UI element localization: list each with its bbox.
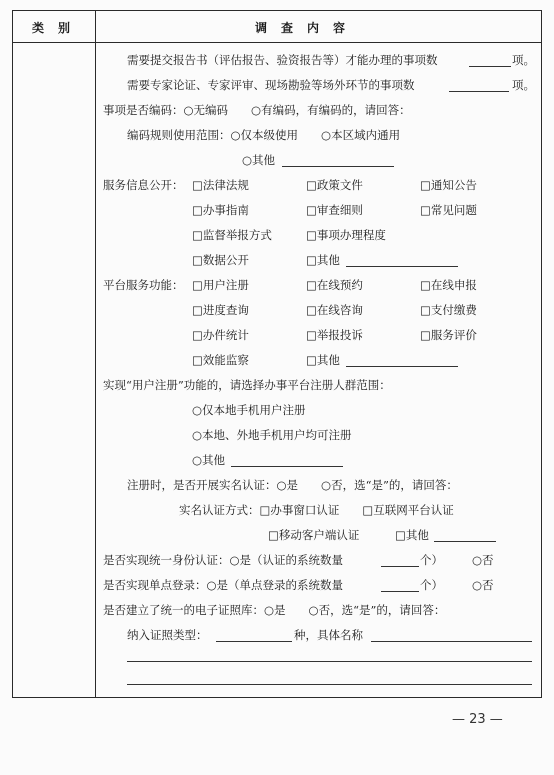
- svc-policy[interactable]: □政策文件: [306, 178, 363, 192]
- header-divider: [12, 42, 542, 43]
- realname-question: 注册时，是否开展实名认证：○是 ○否，选“是”的，请回答：: [127, 478, 458, 492]
- register-all[interactable]: ○本地、外地手机用户均可注册: [192, 428, 352, 442]
- realname-methods: 实名认证方式：□办事窗口认证 □互联网平台认证: [179, 503, 454, 517]
- header-category: 类 别: [32, 21, 72, 35]
- coding-scope: 编码规则使用范围：○仅本级使用 ○本区域内通用: [127, 128, 401, 142]
- register-local[interactable]: ○仅本地手机用户注册: [192, 403, 306, 417]
- svc-procedure[interactable]: □事项办理程度: [306, 228, 386, 242]
- register-other-blank[interactable]: [231, 466, 343, 467]
- plat-stats[interactable]: □办件统计: [192, 328, 249, 342]
- plat-other[interactable]: □其他: [306, 353, 340, 367]
- license-types-blank[interactable]: [216, 641, 292, 642]
- license-names-blank[interactable]: [371, 641, 532, 642]
- license-lib-question: 是否建立了统一的电子证照库：○是 ○否，选“是”的，请回答：: [103, 603, 446, 617]
- unified-id-question: 是否实现统一身份认证：○是（认证的系统数量: [103, 553, 344, 567]
- plat-complaint[interactable]: □举报投诉: [306, 328, 363, 342]
- plat-consult[interactable]: □在线咨询: [306, 303, 363, 317]
- realname-other-blank[interactable]: [434, 541, 496, 542]
- unified-id-count[interactable]: [381, 566, 419, 567]
- plat-other-blank[interactable]: [346, 366, 458, 367]
- coding-scope-other: ○其他: [242, 153, 276, 167]
- license-kind-label: 种，具体名称: [294, 628, 363, 642]
- svc-other-blank[interactable]: [346, 266, 458, 267]
- service-info-label: 服务信息公开：: [103, 178, 184, 192]
- plat-progress[interactable]: □进度查询: [192, 303, 249, 317]
- svc-faq[interactable]: □常见问题: [420, 203, 477, 217]
- svc-data[interactable]: □数据公开: [192, 253, 249, 267]
- expert-items-text: 需要专家论证、专家评审、现场勘验等场外环节的事项数: [127, 78, 415, 92]
- svc-other[interactable]: □其他: [306, 253, 340, 267]
- svc-notice[interactable]: □通知公告: [420, 178, 477, 192]
- license-names-line3[interactable]: [127, 684, 532, 685]
- expert-items-blank[interactable]: [449, 91, 509, 92]
- report-items-blank[interactable]: [469, 66, 511, 67]
- report-items-text: 需要提交报告书（评估报告、验资报告等）才能办理的事项数: [127, 53, 438, 67]
- svc-review[interactable]: □审查细则: [306, 203, 363, 217]
- svc-guide[interactable]: □办事指南: [192, 203, 249, 217]
- page-number: — 23 —: [452, 712, 503, 727]
- expert-items-unit: 项。: [512, 78, 535, 92]
- plat-pay[interactable]: □支付缴费: [420, 303, 477, 317]
- realname-other[interactable]: □其他: [395, 528, 429, 542]
- coding-other-blank[interactable]: [282, 166, 394, 167]
- plat-apply[interactable]: □在线申报: [420, 278, 477, 292]
- register-question: 实现“用户注册”功能的，请选择办事平台注册人群范围：: [103, 378, 391, 392]
- sso-no[interactable]: ○否: [472, 578, 494, 592]
- svc-law[interactable]: □法律法规: [192, 178, 249, 192]
- plat-register[interactable]: □用户注册: [192, 278, 249, 292]
- column-divider: [95, 10, 96, 698]
- sso-count[interactable]: [381, 591, 419, 592]
- unified-id-no[interactable]: ○否: [472, 553, 494, 567]
- coding-question: 事项是否编码：○无编码 ○有编码，有编码的，请回答：: [103, 103, 411, 117]
- realname-mobile[interactable]: □移动客户端认证: [268, 528, 360, 542]
- plat-evaluate[interactable]: □服务评价: [420, 328, 477, 342]
- platform-label: 平台服务功能：: [103, 278, 184, 292]
- sso-unit: 个）: [420, 578, 443, 592]
- license-types-label: 纳入证照类型：: [127, 628, 208, 642]
- plat-booking[interactable]: □在线预约: [306, 278, 363, 292]
- register-other[interactable]: ○其他: [192, 453, 226, 467]
- report-items-unit: 项。: [512, 53, 535, 67]
- header-content: 调 查 内 容: [255, 21, 347, 35]
- plat-monitor[interactable]: □效能监察: [192, 353, 249, 367]
- svc-report[interactable]: □监督举报方式: [192, 228, 272, 242]
- sso-question: 是否实现单点登录：○是（单点登录的系统数量: [103, 578, 344, 592]
- license-names-line2[interactable]: [127, 661, 532, 662]
- unified-id-unit: 个）: [420, 553, 443, 567]
